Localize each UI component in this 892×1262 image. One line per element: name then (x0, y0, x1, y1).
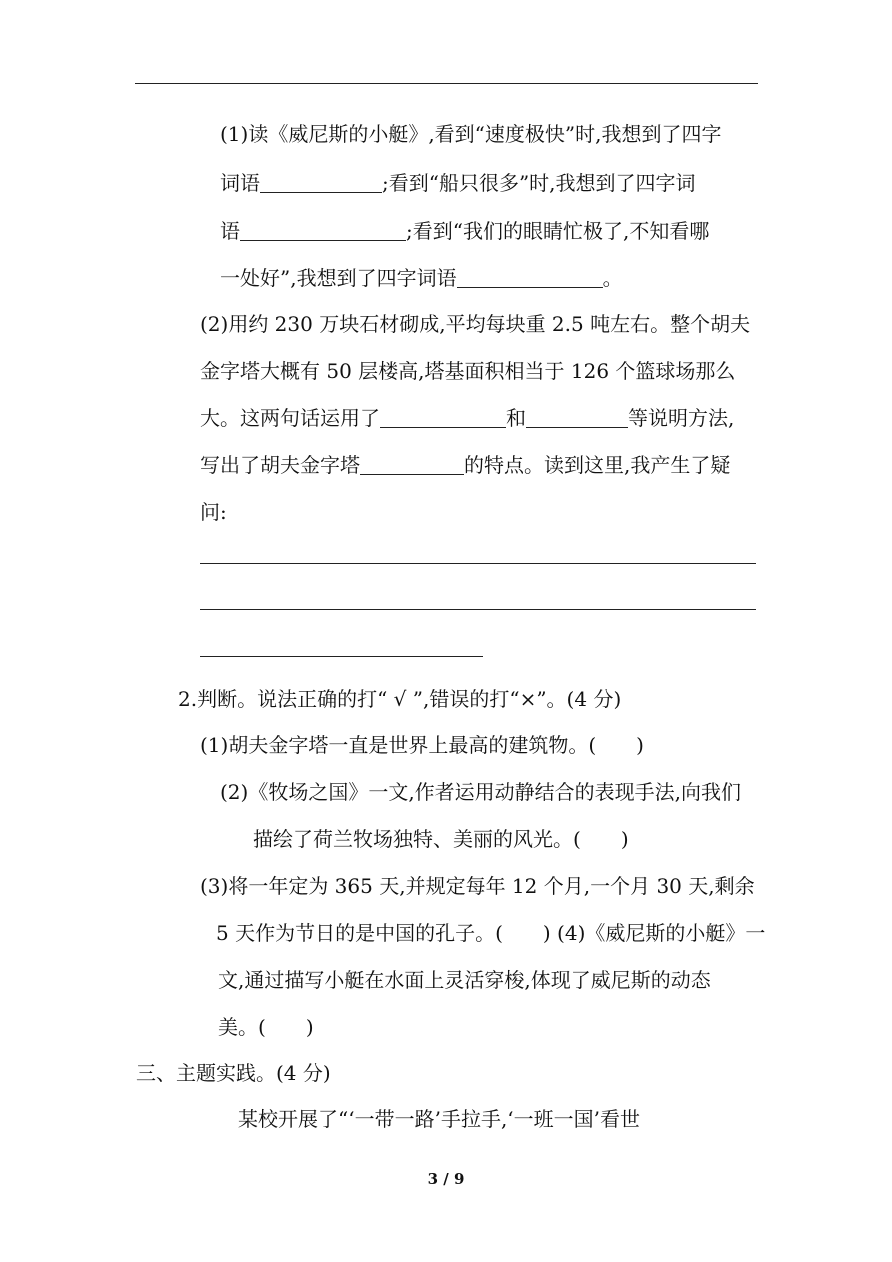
q2-item2-text: 描绘了荷兰牧场独特、美丽的风光。( (253, 827, 581, 851)
q2-item2-line1: (2)《牧场之国》一文,作者运用动静结合的表现手法,向我们 (220, 780, 742, 804)
answer-blank[interactable] (240, 220, 406, 241)
q1-item2-line3-text: 大。这两句话运用了 (200, 406, 380, 430)
q1-item1-line3-text: 语 (220, 219, 240, 243)
q1-item1-line2-rest: ;看到“船只很多”时,我想到了四字词 (382, 171, 696, 195)
q2-item4-text: 美。( (218, 1015, 266, 1039)
q1-item2-line4-rest: 的特点。读到这里,我产生了疑 (464, 453, 731, 477)
top-rule (135, 83, 758, 84)
q2-item3-text: 5 天作为节日的是中国的孔子。( (216, 921, 503, 945)
q1-item1-line3 (220, 217, 709, 245)
q1-item1-line4-text: 一处好”,我想到了四字词语 (220, 266, 457, 290)
answer-blank[interactable] (380, 407, 506, 428)
q1-item2-line4-text: 写出了胡夫金字塔 (200, 453, 360, 477)
q1-item2-line5: 问: (200, 500, 227, 524)
section3-line1: 某校开展了“‘一带一路’手拉手,‘一班一国’看世 (238, 1107, 641, 1131)
q1-item2-line4 (200, 451, 730, 479)
q2-item4-close: ) (305, 1015, 314, 1039)
section3-heading: 三、主题实践。(4 分) (136, 1061, 331, 1085)
q2-item3-line1: (3)将一年定为 365 天,并规定每年 12 个月,一个月 30 天,剩余 (200, 874, 755, 898)
q2-item1 (200, 731, 644, 759)
answer-blank[interactable] (260, 172, 382, 193)
q1-item2-line2: 金字塔大概有 50 层楼高,塔基面积相当于 126 个篮球场那么 (200, 359, 736, 383)
answer-line[interactable] (200, 609, 756, 610)
answer-line[interactable] (200, 656, 483, 657)
answer-blank[interactable] (457, 267, 603, 288)
page-number: 3 / 9 (427, 1170, 465, 1188)
q2-item1-text: (1)胡夫金字塔一直是世界上最高的建筑物。( (200, 733, 597, 757)
q1-item1-line2-text: 词语 (220, 171, 260, 195)
answer-blank[interactable] (526, 407, 628, 428)
q1-item1-line1: (1)读《威尼斯的小艇》,看到“速度极快”时,我想到了四字 (220, 122, 722, 146)
q2-item2-close: ) (620, 827, 629, 851)
q1-item1-line4 (220, 264, 623, 292)
q2-item3-line2 (216, 919, 765, 947)
answer-line[interactable] (200, 563, 756, 564)
answer-blank[interactable] (360, 454, 464, 475)
q2-item1-close: ) (636, 733, 644, 757)
q1-item1-line4-end: 。 (602, 266, 623, 290)
q1-item2-line3-and: 和 (506, 406, 526, 430)
q1-item1-line3-rest: ;看到“我们的眼睛忙极了,不知看哪 (406, 219, 710, 243)
q2-item4-line2: 文,通过描写小艇在水面上灵活穿梭,体现了威尼斯的动态 (218, 968, 711, 992)
q1-item2-line3-rest: 等说明方法, (628, 406, 735, 430)
q2-heading: 2.判断。说法正确的打“ √ ”,错误的打“×”。(4 分) (178, 687, 622, 711)
q2-item4-line3 (218, 1013, 314, 1041)
q1-item2-line1: (2)用约 230 万块石材砌成,平均每块重 2.5 吨左右。整个胡夫 (200, 312, 751, 336)
q1-item2-line3 (200, 404, 734, 432)
q1-item1-line2 (220, 169, 696, 197)
q2-item3-close: ) (4)《威尼斯的小艇》一 (542, 921, 766, 945)
q2-item2-line2 (253, 825, 629, 853)
